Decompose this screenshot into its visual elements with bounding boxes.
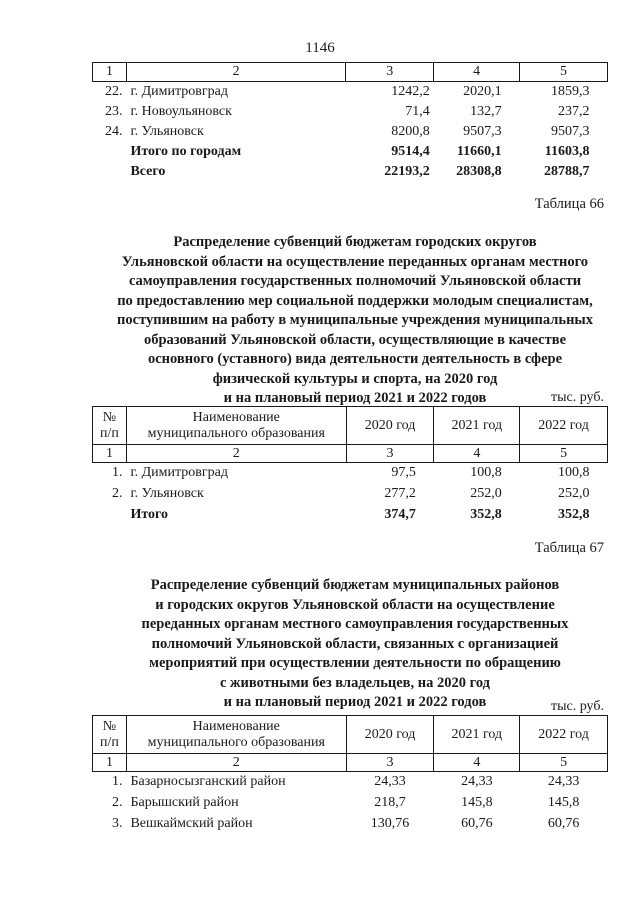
column-number: 2 [126, 754, 346, 772]
value-2022: 11603,8 [544, 143, 590, 159]
value-2020: 71,4 [405, 103, 430, 119]
table-67 [92, 715, 608, 835]
title-line: Распределение субвенций бюджетам городских округов [173, 234, 537, 250]
row-name: Базарносызганский район [130, 774, 286, 790]
table-67-unit: тыс. руб. [551, 699, 604, 714]
value-2022: 1859,3 [551, 83, 590, 99]
column-number: 5 [520, 754, 608, 772]
value-2022: 60,76 [547, 816, 580, 831]
column-number: 2 [126, 63, 345, 82]
value-2022: 100,8 [558, 465, 590, 481]
row-number: 24. [104, 123, 123, 139]
header-2021: 2021 год [434, 716, 520, 754]
value-2021: 60,76 [461, 816, 493, 831]
value-2020: 218,7 [374, 795, 406, 810]
table-67-title [0, 576, 640, 713]
value-2021: 28308,8 [456, 163, 502, 179]
column-number: 1 [93, 63, 127, 82]
header-name: Наименование муниципального образования [126, 716, 346, 754]
subtotal-label: Итого по городам [130, 143, 242, 159]
total-label: Итого [130, 507, 169, 522]
subtotal-row [93, 142, 608, 162]
title-line: Ульяновской области на осуществление переданных органам местного [121, 253, 589, 270]
value-2021: 100,8 [470, 465, 502, 481]
value-2022: 252,0 [558, 486, 590, 501]
value-2022: 352,8 [558, 507, 590, 522]
table-row [93, 102, 608, 122]
table-row [93, 772, 608, 793]
total-row [93, 162, 608, 182]
row-name: г. Ульяновск [130, 123, 204, 139]
column-number: 5 [520, 63, 608, 82]
title-line: с животными без владельцев, на 2020 год [219, 674, 491, 691]
table-66-title [0, 233, 640, 409]
header-2021: 2021 год [434, 407, 520, 445]
value-2022: 28788,7 [544, 163, 590, 179]
table-row [93, 814, 608, 835]
title-line: основного (уставного) вида деятельности деятельность в сфере [147, 351, 563, 367]
column-number: 3 [346, 63, 434, 82]
title-line: физической культуры и спорта, на 2020 год [212, 370, 498, 387]
table-row [93, 122, 608, 142]
title-line: мероприятий при осуществлении деятельности по обращению [149, 655, 561, 671]
row-name: Барышский район [130, 795, 239, 810]
table-continued [92, 62, 608, 182]
table-row [93, 793, 608, 814]
title-line: и на плановый период 2021 и 2022 годов [223, 390, 487, 406]
row-number: 1. [111, 774, 123, 790]
column-number: 1 [93, 445, 127, 463]
value-2021: 11660,1 [456, 143, 502, 159]
title-line: и на плановый период 2021 и 2022 годов [223, 694, 487, 710]
value-2022: 24,33 [547, 774, 580, 790]
table-66 [92, 406, 608, 526]
total-row [93, 505, 608, 526]
row-number: 1. [111, 465, 123, 481]
title-line: переданных органам местного самоуправления государственных [141, 616, 569, 632]
title-line: по предоставлению мер социальной поддержки молодым специалистам, [117, 292, 593, 309]
value-2020: 130,76 [370, 816, 410, 831]
column-number: 4 [434, 445, 520, 463]
column-number: 4 [434, 754, 520, 772]
value-2020: 24,33 [374, 774, 406, 790]
header-2022: 2022 год [520, 407, 608, 445]
row-name: г. Димитровград [130, 83, 228, 99]
title-line: самоуправления государственных полномочий Ульяновской области [128, 273, 582, 289]
column-number: 5 [520, 445, 608, 463]
value-2022: 237,2 [558, 103, 590, 119]
value-2021: 132,7 [470, 103, 502, 119]
title-line: Распределение субвенций бюджетам муниципальных районов [150, 577, 560, 593]
row-name: г. Ульяновск [130, 486, 204, 501]
table-67-label: Таблица 67 [534, 540, 604, 556]
header-number: № п/п [93, 407, 127, 445]
value-2021: 252,0 [470, 486, 502, 501]
value-2020: 1242,2 [391, 83, 430, 99]
value-2020: 8200,8 [391, 123, 430, 139]
value-2020: 97,5 [391, 465, 416, 481]
table-66-unit: тыс. руб. [551, 390, 604, 405]
header-2022: 2022 год [520, 716, 608, 754]
column-number: 3 [346, 445, 434, 463]
row-number: 22. [104, 83, 123, 99]
value-2020: 374,7 [384, 507, 416, 522]
total-label: Всего [130, 163, 166, 179]
title-line: образований Ульяновской области, осуществляющие в качестве [143, 331, 567, 348]
header-2020: 2020 год [346, 716, 434, 754]
table-row [93, 463, 608, 484]
row-name: г. Новоульяновск [130, 103, 232, 119]
value-2020: 9514,4 [391, 143, 430, 159]
value-2021: 24,33 [461, 774, 493, 790]
value-2021: 9507,3 [463, 123, 502, 139]
value-2021: 145,8 [461, 795, 493, 810]
table-row [93, 484, 608, 505]
value-2020: 22193,2 [384, 163, 430, 179]
header-2020: 2020 год [346, 407, 434, 445]
column-number: 2 [126, 445, 346, 463]
column-number: 1 [93, 754, 127, 772]
title-line: и городских округов Ульяновской области на осуществление [155, 596, 555, 613]
row-name: Вешкаймский район [130, 816, 253, 831]
value-2022: 9507,3 [551, 123, 590, 139]
row-number: 2. [111, 795, 123, 810]
value-2020: 277,2 [384, 486, 416, 501]
row-name: г. Димитровград [130, 465, 228, 481]
column-number: 3 [346, 754, 434, 772]
table-row [93, 82, 608, 102]
title-line: поступившим на работу в муниципальные учреждения муниципальных [117, 312, 593, 328]
table-66-label: Таблица 66 [534, 196, 604, 212]
value-2022: 145,8 [547, 795, 580, 810]
page-number: 1146 [305, 40, 335, 56]
row-number: 23. [104, 103, 123, 119]
row-number: 2. [111, 486, 123, 501]
row-number: 3. [111, 816, 123, 831]
header-name: Наименование муниципального образования [126, 407, 346, 445]
value-2021: 2020,1 [463, 83, 502, 99]
column-number: 4 [434, 63, 520, 82]
title-line: полномочий Ульяновской области, связанных с организацией [151, 635, 559, 652]
value-2021: 352,8 [470, 507, 502, 522]
header-number: № п/п [93, 716, 127, 754]
